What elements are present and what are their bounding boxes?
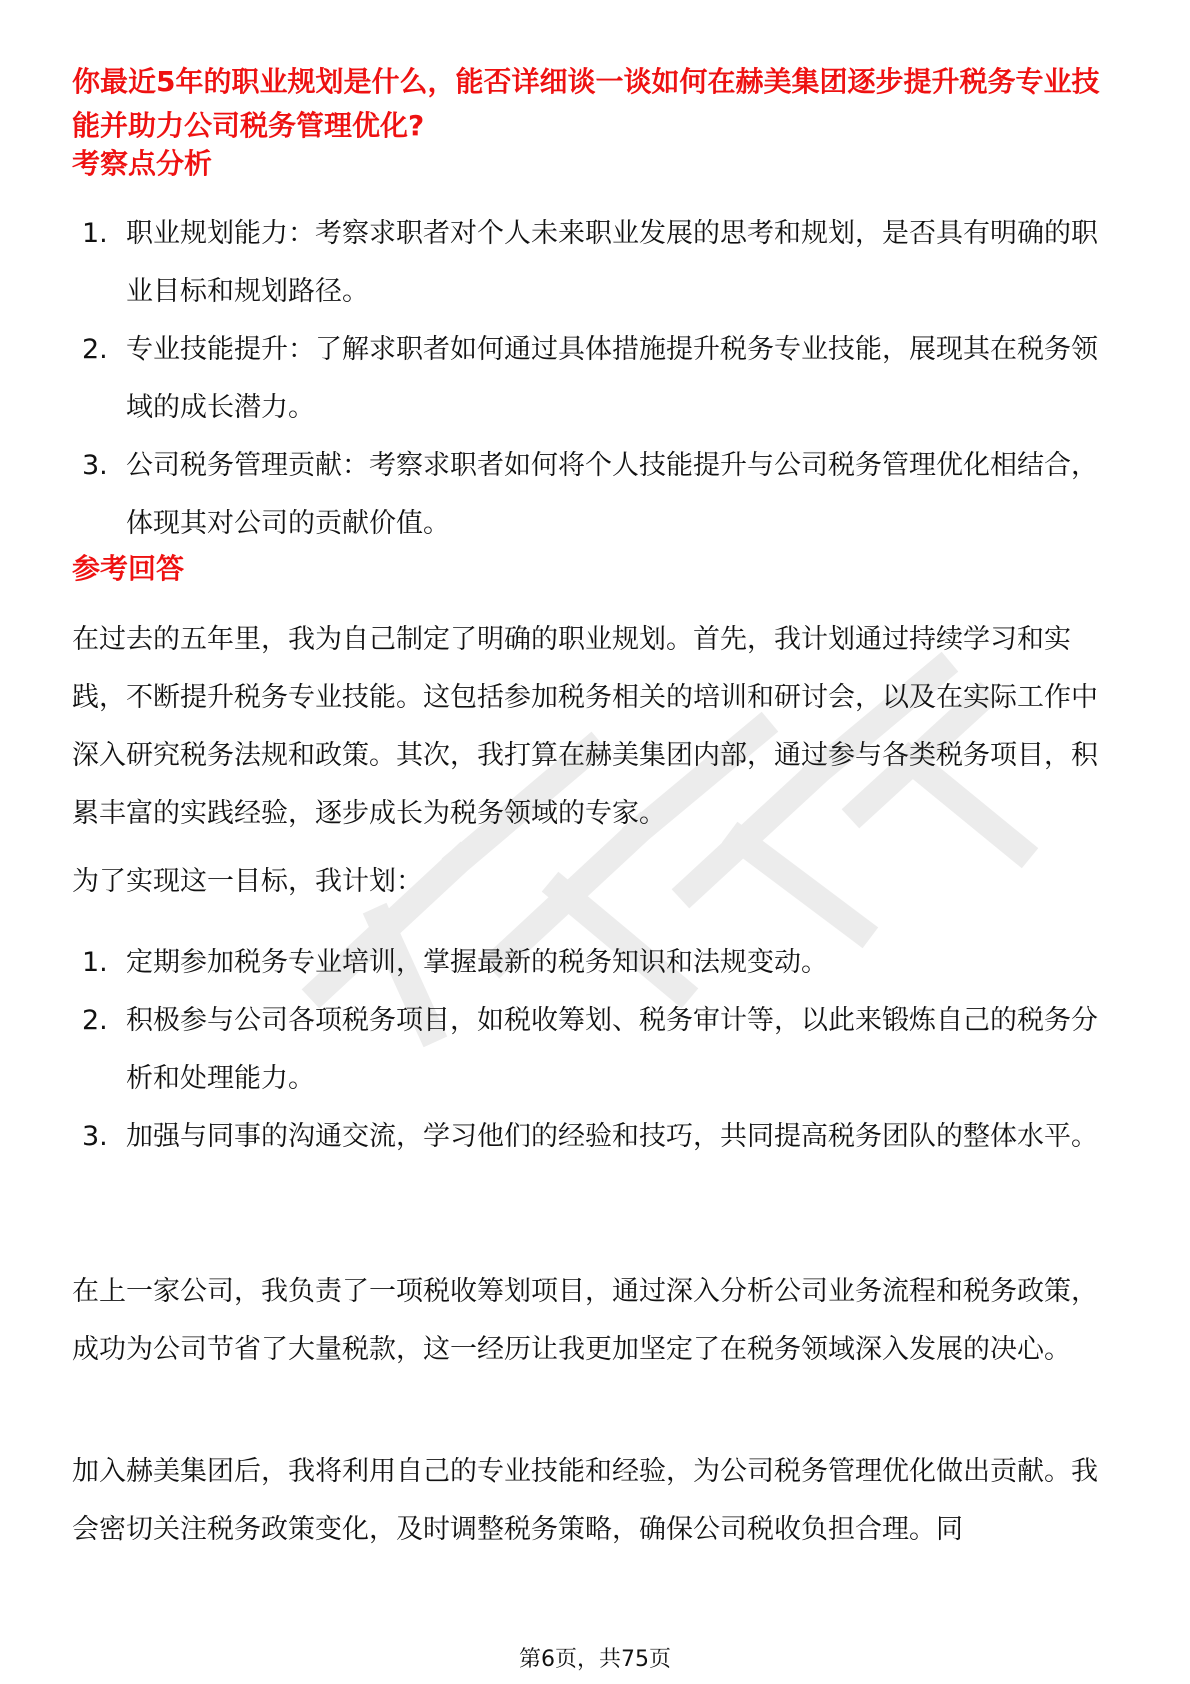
answer-heading: 参考回答 [72,552,185,585]
answer-paragraph-3: 在上一家公司，我负责了一项税收筹划项目，通过深入分析公司业务流程和税务政策，成功为公司节省了大量税款，这一经历让我更加坚定了在税务领域深入发展的决心。 [72,1276,1098,1365]
analysis-heading: 考察点分析 [72,147,213,180]
analysis-list [82,205,1122,553]
list-number: 1. [82,947,108,978]
answer-paragraph-2: 为了实现这一目标，我计划： [72,866,423,897]
list-number: 2. [82,1005,108,1036]
list-item [82,205,1122,321]
page-footer: 第6页，共75页 [519,1647,671,1672]
list-item-text: 定期参加税务专业培训，掌握最新的税务知识和法规变动。 [126,947,828,978]
list-item [82,992,1122,1108]
list-item [82,934,1122,992]
list-item-text: 职业规划能力：考察求职者对个人未来职业发展的思考和规划，是否具有明确的职业目标和规划路径。 [126,218,1098,307]
plan-list [82,934,1122,1166]
list-item-text: 公司税务管理贡献：考察求职者如何将个人技能提升与公司税务管理优化相结合，体现其对公司的贡献价值。 [126,450,1098,539]
question-title: 你最近5年的职业规划是什么，能否详细谈一谈如何在赫美集团逐步提升税务专业技能并助力公司税务管理优化? [72,65,1100,142]
list-number: 1. [82,218,108,249]
list-item [82,437,1122,553]
list-item-text: 积极参与公司各项税务项目，如税收筹划、税务审计等，以此来锻炼自己的税务分析和处理能力。 [126,1005,1098,1094]
answer-paragraph-4: 加入赫美集团后，我将利用自己的专业技能和经验，为公司税务管理优化做出贡献。我会密切关注税务政策变化，及时调整税务策略，确保公司税收负担合理。同 [72,1456,1098,1545]
list-item-text: 专业技能提升：了解求职者如何通过具体措施提升税务专业技能，展现其在税务领域的成长潜力。 [126,334,1098,423]
list-number: 2. [82,334,108,365]
list-item [82,321,1122,437]
list-item [82,1108,1122,1166]
list-item-text: 加强与同事的沟通交流，学习他们的经验和技巧，共同提高税务团队的整体水平。 [126,1121,1098,1152]
list-number: 3. [82,1121,108,1152]
list-number: 3. [82,450,108,481]
answer-paragraph-1: 在过去的五年里，我为自己制定了明确的职业规划。首先，我计划通过持续学习和实践，不断提升税务专业技能。这包括参加税务相关的培训和研讨会，以及在实际工作中深入研究税务法规和政策。其次，我打算在赫美集团内部，通过参与各类税务项目，积累丰富的实践经验，逐步成长为税务领域的专家。 [72,624,1098,829]
